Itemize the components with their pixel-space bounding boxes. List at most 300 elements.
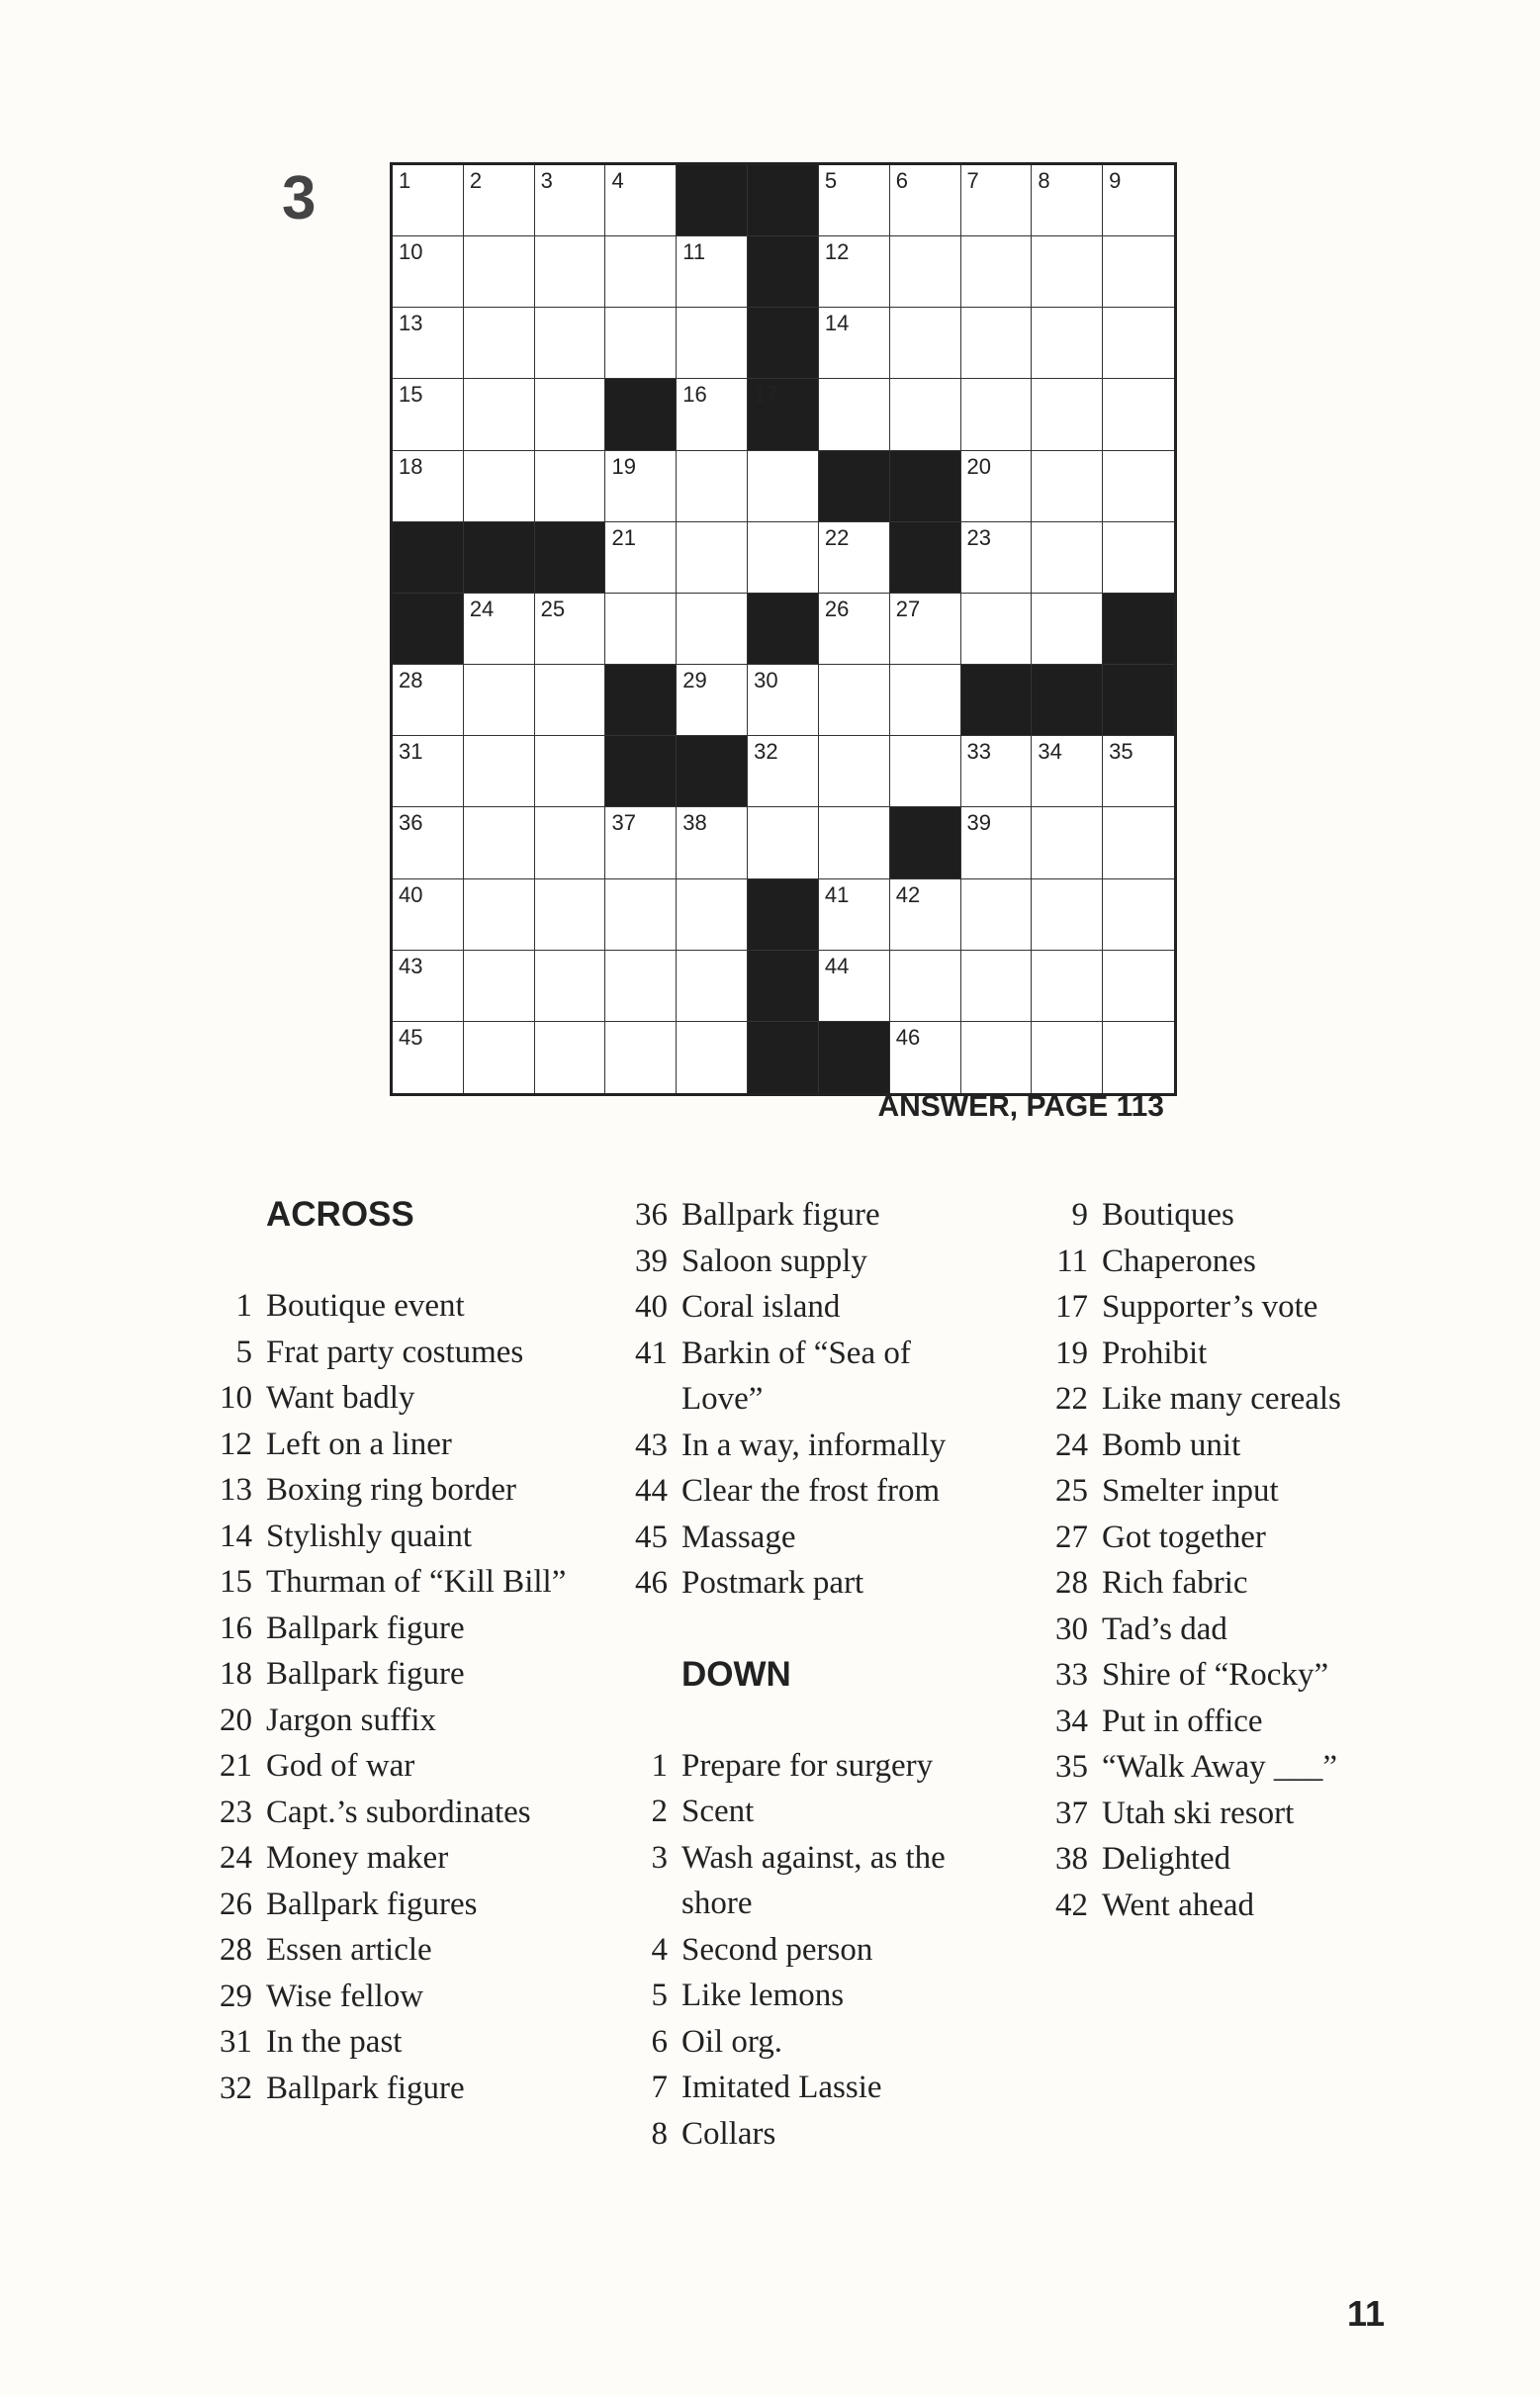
clue-number: 15 [220, 1564, 252, 1600]
clue-item [608, 1468, 1004, 1515]
clue-text: In a way, informally [681, 1427, 947, 1463]
clue-text: Saloon supply [681, 1243, 867, 1279]
across-clue-list-continued [608, 1192, 1004, 1607]
grid-cell[interactable] [677, 879, 748, 951]
clue-number: 20 [220, 1702, 252, 1738]
grid-cell[interactable] [961, 451, 1033, 522]
clue-number: 34 [1055, 1703, 1088, 1739]
clue-number: 18 [220, 1656, 252, 1692]
clue-text: Ballpark figure [266, 1610, 465, 1646]
clue-item [608, 1789, 1004, 1835]
grid-cell[interactable] [890, 951, 961, 1022]
clue-item [1029, 1791, 1424, 1837]
black-square [393, 594, 464, 665]
down-clue-list-continued [1029, 1192, 1424, 1928]
grid-cell[interactable] [961, 236, 1033, 308]
cell-number: 5 [824, 168, 838, 193]
grid-cell[interactable] [748, 451, 819, 522]
cell-number: 21 [611, 524, 636, 550]
grid-cell[interactable] [464, 665, 535, 736]
clue-text: Bomb unit [1102, 1427, 1241, 1463]
clue-number: 33 [1055, 1657, 1088, 1693]
black-square [961, 665, 1033, 736]
grid-cell[interactable] [677, 522, 748, 594]
clue-item [608, 1560, 1004, 1607]
clue-text: Delighted [1102, 1841, 1231, 1877]
black-square [1032, 665, 1103, 736]
grid-cell[interactable] [464, 879, 535, 951]
cell-number: 7 [966, 168, 979, 193]
clue-number: 23 [220, 1794, 252, 1830]
black-square [890, 451, 961, 522]
grid-cell[interactable] [961, 1022, 1033, 1093]
cell-number: 25 [540, 596, 566, 621]
grid-cell[interactable] [393, 379, 464, 450]
clue-number: 43 [635, 1427, 668, 1463]
clue-text: Ballpark figure [266, 2070, 465, 2106]
grid-cell[interactable] [677, 451, 748, 522]
grid-cell[interactable] [819, 665, 890, 736]
clue-number: 45 [635, 1519, 668, 1555]
clue-number: 2 [651, 1794, 668, 1829]
grid-cell[interactable] [890, 736, 961, 807]
clue-item [608, 1423, 1004, 1469]
grid-cell[interactable] [535, 165, 606, 236]
cell-number: 8 [1038, 168, 1050, 193]
clue-number: 28 [1055, 1565, 1088, 1601]
grid-cell[interactable] [464, 1022, 535, 1093]
clue-item [1029, 1744, 1424, 1791]
page-number: 11 [1346, 2293, 1385, 2334]
clue-text: Capt.’s subordinates [266, 1794, 531, 1830]
clue-number: 35 [1055, 1749, 1088, 1785]
clue-item [608, 2019, 1004, 2066]
clue-number: 11 [1056, 1243, 1088, 1279]
cell-number: 15 [399, 382, 423, 408]
grid-cell[interactable] [393, 736, 464, 807]
clue-item [1029, 1699, 1424, 1745]
cell-number: 46 [895, 1024, 921, 1050]
grid-cell[interactable] [393, 451, 464, 522]
clue-text: Like many cereals [1102, 1381, 1341, 1417]
cell-number: 24 [469, 596, 495, 621]
grid-cell[interactable] [393, 807, 464, 878]
grid-cell[interactable] [819, 379, 890, 450]
grid-cell[interactable] [961, 879, 1033, 951]
grid-cell[interactable] [1103, 165, 1174, 236]
grid-cell[interactable] [464, 594, 535, 665]
clue-number: 26 [220, 1886, 252, 1922]
grid-cell[interactable] [464, 807, 535, 878]
cell-number: 42 [895, 881, 921, 907]
cell-number: 34 [1038, 739, 1062, 765]
grid-cell[interactable] [819, 165, 890, 236]
cell-number: 19 [611, 453, 636, 479]
grid-cell[interactable] [890, 594, 961, 665]
grid-cell[interactable] [535, 308, 606, 379]
clue-item [193, 1698, 589, 1744]
grid-cell[interactable] [1103, 522, 1174, 594]
clue-number: 1 [651, 1747, 668, 1784]
clue-item [1029, 1607, 1424, 1653]
clue-text: Shire of “Rocky” [1102, 1657, 1329, 1693]
grid-cell[interactable] [961, 165, 1033, 236]
cell-number: 12 [824, 239, 850, 265]
grid-cell[interactable] [819, 522, 890, 594]
clue-number: 5 [235, 1334, 252, 1370]
black-square [748, 236, 819, 308]
grid-cell[interactable] [677, 951, 748, 1022]
grid-cell[interactable] [1032, 807, 1103, 878]
black-square [677, 736, 748, 807]
clue-number: 42 [1055, 1887, 1088, 1923]
clue-number: 10 [220, 1380, 252, 1416]
grid-cell[interactable] [1032, 879, 1103, 951]
black-square [748, 594, 819, 665]
grid-cell[interactable] [1032, 736, 1103, 807]
clues-column-3 [1029, 1192, 1424, 1928]
clue-text: Chaperones [1102, 1243, 1256, 1279]
black-square [677, 165, 748, 236]
grid-cell[interactable] [393, 165, 464, 236]
clue-number: 24 [1055, 1427, 1088, 1463]
grid-cell[interactable] [535, 594, 606, 665]
grid-cell[interactable] [1032, 951, 1103, 1022]
grid-cell[interactable] [890, 1022, 961, 1093]
grid-cell[interactable] [1032, 594, 1103, 665]
grid-cell[interactable] [535, 807, 606, 878]
cell-number: 18 [399, 453, 423, 479]
clue-text: Left on a liner [266, 1426, 452, 1462]
black-square [605, 379, 677, 450]
grid-cell[interactable] [393, 951, 464, 1022]
grid-cell[interactable] [961, 951, 1033, 1022]
clue-number: 8 [651, 2115, 668, 2152]
grid-cell[interactable] [1103, 379, 1174, 450]
grid-cell[interactable] [393, 665, 464, 736]
grid-cell[interactable] [535, 665, 606, 736]
clue-item [1029, 1284, 1424, 1331]
clue-item [1029, 1836, 1424, 1883]
grid-cell[interactable] [961, 594, 1033, 665]
grid-cell[interactable] [1032, 165, 1103, 236]
grid-cell[interactable] [1103, 1022, 1174, 1093]
grid-cell[interactable] [748, 736, 819, 807]
grid-cell[interactable] [677, 665, 748, 736]
grid-cell[interactable] [605, 522, 677, 594]
clue-text: Utah ski resort [1102, 1795, 1295, 1831]
grid-cell[interactable] [393, 879, 464, 951]
black-square [748, 879, 819, 951]
grid-cell[interactable] [890, 379, 961, 450]
clue-number: 25 [1055, 1473, 1088, 1509]
clue-text: Like lemons [681, 1978, 845, 2013]
clue-item [193, 1467, 589, 1514]
grid-cell[interactable] [464, 165, 535, 236]
clue-item [193, 1974, 589, 2020]
grid-cell[interactable] [605, 165, 677, 236]
black-square [819, 451, 890, 522]
grid-cell[interactable] [464, 951, 535, 1022]
grid-cell[interactable] [1103, 308, 1174, 379]
grid-cell[interactable] [748, 665, 819, 736]
grid-cell[interactable] [605, 879, 677, 951]
clue-item [193, 1330, 589, 1376]
clue-text: Massage [681, 1519, 796, 1555]
clue-item [1029, 1515, 1424, 1561]
clue-number: 32 [220, 2070, 252, 2106]
clue-text: Tad’s dad [1102, 1611, 1227, 1647]
grid-cell[interactable] [890, 879, 961, 951]
clue-number: 9 [1071, 1197, 1088, 1233]
clue-number: 7 [651, 2070, 668, 2105]
grid-cell[interactable] [535, 951, 606, 1022]
grid-cell[interactable] [677, 1022, 748, 1093]
cell-number: 37 [611, 810, 636, 836]
clue-text: Jargon suffix [266, 1702, 437, 1738]
black-square [748, 165, 819, 236]
clue-item [1029, 1423, 1424, 1469]
down-heading: DOWN [681, 1654, 791, 1694]
clue-text: Coral island [681, 1289, 841, 1325]
grid-cell[interactable] [605, 807, 677, 878]
answer-page-note: ANSWER, PAGE 113 [877, 1090, 1164, 1123]
clue-text: Went ahead [1102, 1887, 1255, 1923]
grid-cell[interactable] [1032, 1022, 1103, 1093]
cell-number: 38 [682, 810, 707, 836]
clue-text: Essen article [266, 1932, 432, 1968]
clue-text: Thurman of “Kill Bill” [266, 1564, 567, 1600]
grid-cell[interactable] [605, 594, 677, 665]
black-square [464, 522, 535, 594]
grid-cell[interactable] [819, 807, 890, 878]
clue-item [1029, 1652, 1424, 1699]
clue-item [193, 1422, 589, 1468]
cell-number: 32 [754, 739, 778, 765]
grid-cell[interactable] [535, 1022, 606, 1093]
clue-number: 41 [635, 1335, 668, 1371]
grid-cell[interactable] [961, 807, 1033, 878]
clue-text: Put in office [1102, 1703, 1263, 1739]
grid-cell[interactable] [464, 308, 535, 379]
grid-cell[interactable] [890, 236, 961, 308]
grid-cell[interactable] [1103, 879, 1174, 951]
cell-number: 3 [540, 168, 553, 193]
clue-text: God of war [266, 1748, 415, 1784]
cell-number: 39 [966, 810, 992, 836]
grid-cell[interactable] [535, 451, 606, 522]
cell-number: 44 [824, 953, 850, 978]
clue-item [608, 1835, 1004, 1927]
clue-text: Boxing ring border [266, 1472, 516, 1508]
clue-number: 31 [220, 2024, 252, 2060]
grid-cell[interactable] [464, 451, 535, 522]
black-square [890, 522, 961, 594]
cell-number: 28 [399, 668, 423, 693]
clue-text: Postmark part [681, 1565, 864, 1601]
grid-cell[interactable] [605, 236, 677, 308]
clue-number: 3 [651, 1839, 668, 1876]
grid-cell[interactable] [1032, 236, 1103, 308]
grid-cell[interactable] [890, 665, 961, 736]
clue-text: Barkin of “Sea of Love” [681, 1335, 911, 1417]
grid-cell[interactable] [677, 236, 748, 308]
clue-text: Wise fellow [266, 1978, 424, 2014]
grid-cell[interactable] [605, 951, 677, 1022]
clue-item [608, 1192, 1004, 1239]
clue-item [608, 1743, 1004, 1790]
clue-item [193, 1514, 589, 1560]
grid-cell[interactable] [677, 594, 748, 665]
black-square [748, 379, 819, 450]
grid-cell[interactable] [464, 379, 535, 450]
cell-number: 45 [399, 1024, 423, 1050]
black-square [1103, 594, 1174, 665]
clue-text: Ballpark figures [266, 1886, 478, 1922]
clue-number: 36 [635, 1197, 668, 1233]
grid-cell[interactable] [748, 522, 819, 594]
grid-cell[interactable] [393, 308, 464, 379]
down-clue-list [608, 1743, 1004, 2158]
grid-cell[interactable] [819, 236, 890, 308]
clue-text: In the past [266, 2024, 403, 2060]
grid-cell[interactable] [393, 236, 464, 308]
grid-cell[interactable] [535, 236, 606, 308]
clues-column-1 [193, 1192, 589, 2111]
clue-number: 13 [220, 1472, 252, 1508]
black-square [393, 522, 464, 594]
grid-cell[interactable] [1032, 522, 1103, 594]
grid-cell[interactable] [1103, 236, 1174, 308]
grid-cell[interactable] [605, 451, 677, 522]
clue-item [1029, 1376, 1424, 1423]
clue-text: Scent [681, 1794, 755, 1829]
grid-cell[interactable] [961, 308, 1033, 379]
clue-item [193, 1835, 589, 1882]
crossword-grid [390, 162, 1177, 1096]
clue-item [608, 1927, 1004, 1974]
grid-cell[interactable] [677, 379, 748, 450]
grid-cell[interactable] [393, 1022, 464, 1093]
across-heading: ACROSS [266, 1195, 414, 1234]
clue-item [608, 1239, 1004, 1285]
cell-number: 2 [469, 168, 483, 193]
clue-number: 46 [635, 1565, 668, 1601]
grid-cell[interactable] [535, 736, 606, 807]
clue-number: 14 [220, 1518, 252, 1554]
clue-number: 39 [635, 1243, 668, 1279]
grid-cell[interactable] [819, 736, 890, 807]
black-square [819, 1022, 890, 1093]
grid-cell[interactable] [1103, 736, 1174, 807]
clue-item [193, 2019, 589, 2066]
cell-number: 10 [399, 239, 423, 265]
clue-item [193, 1927, 589, 1974]
grid-cell[interactable] [748, 807, 819, 878]
cell-number: 14 [824, 311, 850, 336]
grid-cell[interactable] [535, 379, 606, 450]
clue-number: 30 [1055, 1611, 1088, 1647]
cell-number: 43 [399, 953, 423, 978]
cell-number: 36 [399, 810, 423, 836]
cell-number: 40 [399, 881, 423, 907]
clue-text: Boutiques [1102, 1197, 1234, 1233]
grid-cell[interactable] [819, 308, 890, 379]
grid-cell[interactable] [961, 736, 1033, 807]
clue-number: 44 [635, 1473, 668, 1509]
cell-number: 6 [895, 168, 908, 193]
black-square [605, 665, 677, 736]
cell-number: 23 [966, 524, 992, 550]
clue-item [608, 2111, 1004, 2158]
grid-cell[interactable] [819, 594, 890, 665]
grid-cell[interactable] [819, 879, 890, 951]
clue-number: 5 [651, 1978, 668, 2013]
clue-text: Frat party costumes [266, 1334, 524, 1370]
grid-cell[interactable] [1032, 451, 1103, 522]
clue-item [608, 1515, 1004, 1561]
grid-cell[interactable] [819, 951, 890, 1022]
grid-cell[interactable] [890, 165, 961, 236]
grid-cell[interactable] [1103, 807, 1174, 878]
clue-number: 28 [220, 1932, 252, 1968]
clue-number: 29 [220, 1978, 252, 2014]
clue-item [193, 1606, 589, 1652]
grid-cell[interactable] [605, 308, 677, 379]
clue-number: 38 [1055, 1841, 1088, 1877]
grid-cell[interactable] [961, 522, 1033, 594]
cell-number: 33 [966, 739, 992, 765]
clue-number: 16 [220, 1610, 252, 1646]
clue-text: Collars [681, 2115, 776, 2152]
clue-item [193, 1790, 589, 1836]
grid-cell[interactable] [1103, 451, 1174, 522]
grid-cell[interactable] [464, 736, 535, 807]
clue-number: 21 [220, 1748, 252, 1784]
cell-number: 9 [1109, 168, 1122, 193]
clue-text: Smelter input [1102, 1473, 1279, 1509]
cell-number: 26 [824, 596, 850, 621]
puzzle-number: 3 [282, 164, 317, 232]
grid-cell[interactable] [677, 807, 748, 878]
grid-cell[interactable] [605, 1022, 677, 1093]
grid-cell[interactable] [464, 236, 535, 308]
grid-cell[interactable] [1103, 951, 1174, 1022]
clue-number: 4 [651, 1931, 668, 1968]
grid-cell[interactable] [677, 308, 748, 379]
grid-cell[interactable] [535, 879, 606, 951]
grid-cell[interactable] [1032, 308, 1103, 379]
clue-item [1029, 1883, 1424, 1929]
clue-item [193, 2066, 589, 2112]
cell-number: 1 [399, 168, 411, 193]
black-square [605, 736, 677, 807]
cell-number: 20 [966, 453, 992, 479]
cell-number: 41 [824, 881, 850, 907]
black-square [748, 1022, 819, 1093]
cell-number: 16 [682, 382, 707, 408]
cell-number: 17 [754, 382, 778, 408]
clue-item [193, 1743, 589, 1790]
clue-text: Rich fabric [1102, 1565, 1248, 1601]
clue-number: 17 [1055, 1289, 1088, 1325]
clue-text: Supporter’s vote [1102, 1289, 1318, 1325]
clue-text: Got together [1102, 1519, 1266, 1555]
grid-cell[interactable] [1032, 379, 1103, 450]
grid-cell[interactable] [961, 379, 1033, 450]
clue-item [193, 1651, 589, 1698]
grid-cell[interactable] [890, 308, 961, 379]
